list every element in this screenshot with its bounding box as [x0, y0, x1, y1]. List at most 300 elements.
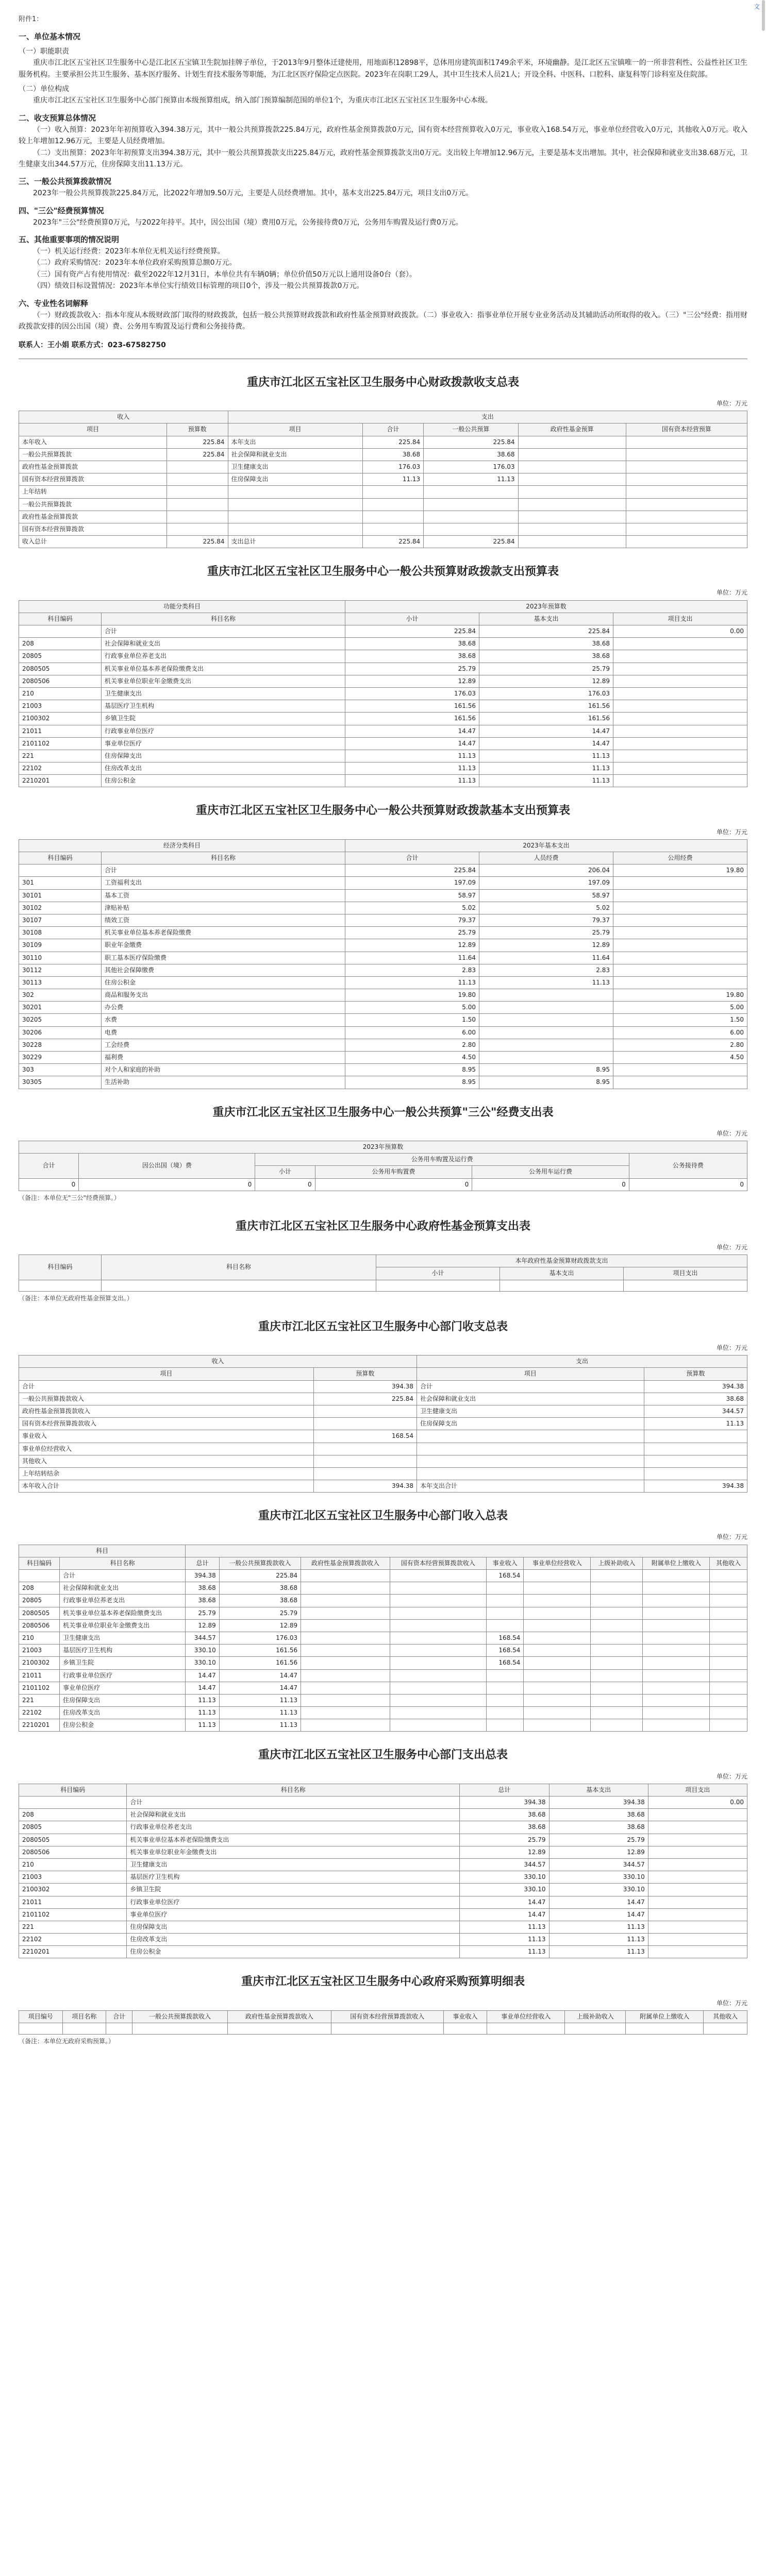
scrollbar[interactable] — [762, 0, 765, 31]
table-cell — [613, 663, 747, 675]
table4-section — [19, 1104, 747, 1203]
table-cell — [591, 1632, 643, 1644]
table-cell: 30112 — [19, 964, 102, 976]
t9-header-row — [19, 2010, 747, 2023]
table-cell — [613, 976, 747, 989]
table-cell: 58.97 — [345, 889, 479, 902]
s1-2: （二）单位构成 — [19, 84, 69, 93]
table-cell: 30201 — [19, 1002, 102, 1014]
table-cell: 2080505 — [19, 1607, 60, 1619]
table-cell — [301, 1682, 390, 1694]
t3-h-econ: 经济分类科目 — [19, 839, 345, 852]
column-header: 科目编码 — [19, 1557, 60, 1569]
table-cell: 水费 — [102, 1014, 345, 1026]
table-cell — [166, 473, 228, 486]
table-cell: 国有资本经营预算拨款 — [19, 473, 167, 486]
table-cell: 394.38 — [313, 1480, 417, 1493]
t2-h-total: 小计 — [345, 613, 479, 625]
table-row — [19, 976, 747, 989]
table-cell: 38.68 — [549, 1821, 648, 1834]
table-cell — [19, 865, 102, 877]
table-cell: 0 — [472, 1178, 629, 1191]
table-cell: 合计 — [19, 1380, 314, 1393]
column-header: 事业收入 — [486, 1557, 524, 1569]
table-cell: 一般公共预算拨款收入 — [19, 1393, 314, 1405]
table-cell: 38.68 — [644, 1393, 747, 1405]
table-cell — [591, 1595, 643, 1607]
table-cell: 合计 — [102, 865, 345, 877]
table-cell: 事业收入 — [19, 1430, 314, 1443]
table-cell: 5.00 — [345, 1002, 479, 1014]
table-row — [19, 1657, 747, 1669]
table-row — [19, 675, 747, 687]
table-cell: 职业年金缴费 — [102, 939, 345, 952]
table-cell: 2210201 — [19, 1946, 127, 1958]
table-cell: 住房公积金 — [102, 976, 345, 989]
table-cell: 其他社会保障缴费 — [102, 964, 345, 976]
table-cell — [591, 1719, 643, 1732]
table-row — [19, 700, 747, 713]
table-cell: 30110 — [19, 952, 102, 964]
table-cell — [626, 536, 747, 548]
table-row — [19, 1455, 747, 1467]
table-cell: 机关事业单位职业年金缴费支出 — [60, 1619, 186, 1632]
table-cell — [710, 1619, 747, 1632]
column-header: 附属单位上缴收入 — [626, 2010, 704, 2023]
table-row — [19, 939, 747, 952]
table-cell: 合计 — [417, 1380, 644, 1393]
column-header: 项目名称 — [62, 2010, 106, 2023]
table-row — [19, 1896, 747, 1908]
table-cell — [710, 1570, 747, 1582]
table-row — [19, 1467, 747, 1480]
table-cell — [313, 1405, 417, 1417]
table-cell: 197.09 — [345, 877, 479, 889]
table-cell — [643, 1570, 710, 1582]
table-row — [19, 473, 747, 486]
table-cell: 161.56 — [219, 1645, 301, 1657]
table-cell — [390, 1657, 486, 1669]
table-cell — [613, 737, 747, 750]
table-row — [19, 1443, 747, 1455]
table-cell: 社会保障和就业支出 — [60, 1582, 186, 1595]
table-row — [19, 1809, 747, 1821]
table-cell — [591, 1657, 643, 1669]
table-cell: 2.80 — [613, 1039, 747, 1051]
table-cell: 58.97 — [479, 889, 613, 902]
table-cell: 14.47 — [479, 725, 613, 737]
table-row — [19, 877, 747, 889]
table-cell — [643, 1595, 710, 1607]
table6-unit: 单位：万元 — [716, 1344, 747, 1352]
table-cell: 其他收入 — [19, 1455, 314, 1467]
table-cell: 8.95 — [345, 1064, 479, 1076]
table-cell — [591, 1645, 643, 1657]
table7-unit: 单位：万元 — [716, 1533, 747, 1541]
table-cell — [643, 1645, 710, 1657]
table-cell: 12.89 — [479, 675, 613, 687]
table-cell: 0 — [629, 1178, 747, 1191]
table-cell: 176.03 — [479, 687, 613, 700]
table-cell: 0 — [315, 1178, 472, 1191]
table-row — [19, 625, 747, 638]
corner-mark: 文 — [753, 3, 760, 10]
table-row — [19, 1595, 747, 1607]
table-cell: 商品和服务支出 — [102, 989, 345, 1002]
table-row — [19, 1178, 747, 1191]
table-cell: 197.09 — [479, 877, 613, 889]
table-cell — [102, 1280, 376, 1291]
table-cell: 30228 — [19, 1039, 102, 1051]
table-cell — [227, 2023, 331, 2035]
table-cell: 行政事业单位医疗 — [102, 725, 345, 737]
table-row — [19, 725, 747, 737]
table-row — [19, 775, 747, 787]
table-cell — [362, 523, 424, 535]
table-cell: 5.02 — [479, 902, 613, 914]
table-cell: 0.00 — [648, 1797, 747, 1809]
t6-h-item2: 项目 — [417, 1368, 644, 1380]
table-cell: 38.68 — [345, 650, 479, 663]
t8-header-row — [19, 1784, 747, 1796]
table-cell: 2100302 — [19, 1884, 127, 1896]
table-cell: 2080505 — [19, 1834, 127, 1846]
table-cell — [228, 511, 362, 523]
table-cell: 国有资本经营预算拨款收入 — [19, 1418, 314, 1430]
table-cell — [613, 687, 747, 700]
table-row — [19, 1570, 747, 1582]
table2-title: 重庆市江北区五宝社区卫生服务中心一般公共预算财政拨款支出预算表 — [207, 565, 559, 579]
table-cell: 225.84 — [424, 536, 518, 548]
table-cell — [362, 511, 424, 523]
table-row — [19, 1418, 747, 1430]
table-cell: 176.03 — [219, 1632, 301, 1644]
t7-h-subject: 科目 — [19, 1545, 186, 1557]
table-cell: 2.83 — [345, 964, 479, 976]
s3-text: 2023年一般公共预算拨款225.84万元，比2022年增加9.50万元，主要是人员经费增加。其中，基本支出225.84万元，项目支出0万元。 — [33, 189, 473, 198]
table-cell — [591, 1694, 643, 1706]
table-row — [19, 1858, 747, 1871]
attachment-label: 附件1： — [19, 15, 43, 23]
table-cell: 225.84 — [313, 1393, 417, 1405]
table-cell — [648, 1921, 747, 1933]
table-cell: 住房保障支出 — [417, 1418, 644, 1430]
column-header: 其他收入 — [704, 2010, 747, 2023]
table-row — [19, 638, 747, 650]
table-cell: 21003 — [19, 700, 102, 713]
table-cell: 30113 — [19, 976, 102, 989]
table-cell — [643, 1632, 710, 1644]
table-cell — [710, 1707, 747, 1719]
table-row — [19, 713, 747, 725]
table-cell — [613, 713, 747, 725]
table-cell: 行政事业单位养老支出 — [127, 1821, 460, 1834]
table-cell: 卫生健康支出 — [102, 687, 345, 700]
table-cell: 事业单位医疗 — [127, 1908, 460, 1921]
table-row — [19, 687, 747, 700]
table-cell — [613, 650, 747, 663]
table-cell: 38.68 — [345, 638, 479, 650]
table-row — [19, 889, 747, 902]
table-cell: 25.79 — [460, 1834, 549, 1846]
table-cell — [644, 1430, 747, 1443]
table-cell — [704, 2023, 747, 2035]
table-cell: 办公费 — [102, 1002, 345, 1014]
table-row — [19, 1946, 747, 1958]
table-cell — [613, 1064, 747, 1076]
table-cell — [648, 1846, 747, 1858]
column-header: 总计 — [186, 1557, 219, 1569]
table-cell: 2101102 — [19, 1908, 127, 1921]
table-cell — [524, 1645, 591, 1657]
table-cell: 161.56 — [345, 700, 479, 713]
table-cell: 161.56 — [345, 713, 479, 725]
table-cell — [613, 775, 747, 787]
t4-h-car-buy: 公务用车购置费 — [315, 1166, 472, 1178]
table-cell: 2101102 — [19, 1682, 60, 1694]
table-row — [19, 448, 747, 461]
column-header: 政府性基金预算拨款收入 — [227, 2010, 331, 2023]
table-cell — [613, 750, 747, 762]
table-cell: 38.68 — [186, 1582, 219, 1595]
table-cell: 2080506 — [19, 1846, 127, 1858]
table8-title: 重庆市江北区五宝社区卫生服务中心部门支出总表 — [258, 1748, 508, 1762]
table-cell: 0 — [19, 1178, 79, 1191]
column-header: 科目名称 — [127, 1784, 460, 1796]
table-cell — [648, 1858, 747, 1871]
table-cell: 卫生健康支出 — [228, 461, 362, 473]
table-cell — [644, 1455, 747, 1467]
table-cell: 38.68 — [460, 1809, 549, 1821]
t7-h-blank — [186, 1545, 747, 1557]
table-cell — [390, 1707, 486, 1719]
table-cell: 0 — [255, 1178, 315, 1191]
table-cell — [524, 1694, 591, 1706]
table-cell — [710, 1682, 747, 1694]
table-cell — [613, 914, 747, 926]
table-cell — [648, 1908, 747, 1921]
table-cell — [613, 700, 747, 713]
t3-h-public: 公用经费 — [613, 852, 747, 865]
table-cell — [524, 1607, 591, 1619]
table-row — [19, 663, 747, 675]
t1-h-item: 项目 — [19, 423, 167, 436]
table-cell — [648, 1821, 747, 1834]
table-cell — [390, 1694, 486, 1706]
table-cell — [524, 1682, 591, 1694]
t6-h-amount: 预算数 — [313, 1368, 417, 1380]
table-cell — [166, 461, 228, 473]
table-cell — [643, 1707, 710, 1719]
table-cell — [486, 1595, 524, 1607]
table-cell — [591, 1619, 643, 1632]
table-cell: 基层医疗卫生机构 — [60, 1645, 186, 1657]
table-cell — [486, 1707, 524, 1719]
table-cell: 11.13 — [644, 1418, 747, 1430]
table-cell: 一般公共预算拨款 — [19, 498, 167, 511]
table-cell — [486, 1669, 524, 1682]
column-header: 上级补助收入 — [565, 2010, 626, 2023]
table-row — [19, 2023, 747, 2035]
table-cell: 161.56 — [479, 700, 613, 713]
table-cell — [390, 1682, 486, 1694]
table-cell: 本年收入合计 — [19, 1480, 314, 1493]
table-cell: 330.10 — [460, 1884, 549, 1896]
table-cell: 14.47 — [345, 737, 479, 750]
table-cell: 176.03 — [362, 461, 424, 473]
table-cell — [166, 498, 228, 511]
table-cell: 住房公积金 — [127, 1946, 460, 1958]
table-cell — [166, 486, 228, 498]
table-cell: 30101 — [19, 889, 102, 902]
table-cell: 161.56 — [219, 1657, 301, 1669]
table-cell — [390, 1570, 486, 1582]
table3-title: 重庆市江北区五宝社区卫生服务中心一般公共预算财政拨款基本支出预算表 — [195, 804, 570, 818]
t3-body — [19, 865, 747, 1089]
s1-2-text: 重庆市江北区五宝社区卫生服务中心部门预算由本级预算组成，纳入部门预算编制范围的单位1个，为重庆市江北区五宝社区卫生服务中心本级。 — [33, 96, 492, 105]
table-cell — [626, 486, 747, 498]
table-cell — [518, 511, 626, 523]
s5-4: （四）绩效目标设置情况：2023年本单位实行绩效目标管理的项目0个，涉及一般公共预算拨款0万元。 — [33, 282, 364, 291]
table-cell: 176.03 — [424, 461, 518, 473]
table-cell: 330.10 — [186, 1645, 219, 1657]
table-cell — [591, 1682, 643, 1694]
table-cell — [710, 1669, 747, 1682]
table-cell: 21011 — [19, 725, 102, 737]
table-cell — [424, 498, 518, 511]
table-cell — [301, 1582, 390, 1595]
table-cell — [301, 1657, 390, 1669]
table-cell — [524, 1582, 591, 1595]
table-row — [19, 1821, 747, 1834]
table-cell: 8.95 — [479, 1064, 613, 1076]
table-cell: 社会保障和就业支出 — [127, 1809, 460, 1821]
table-cell — [390, 1645, 486, 1657]
column-header: 合计 — [106, 2010, 132, 2023]
table-cell: 11.13 — [219, 1707, 301, 1719]
table-row — [19, 1682, 747, 1694]
column-header: 事业单位经营收入 — [524, 1557, 591, 1569]
table-cell: 2.80 — [345, 1039, 479, 1051]
table-cell: 上年结转结余 — [19, 1467, 314, 1480]
table-cell: 12.89 — [479, 939, 613, 952]
table-row — [19, 1002, 747, 1014]
table-cell — [301, 1570, 390, 1582]
table-cell: 394.38 — [644, 1480, 747, 1493]
table-cell — [613, 889, 747, 902]
table-cell: 住房公积金 — [102, 775, 345, 787]
table-cell — [613, 638, 747, 650]
table-cell — [301, 1632, 390, 1644]
table-cell: 225.84 — [219, 1570, 301, 1582]
table-cell: 38.68 — [549, 1809, 648, 1821]
table-cell — [613, 964, 747, 976]
table-cell: 79.37 — [479, 914, 613, 926]
table-cell — [518, 498, 626, 511]
table-cell: 卫生健康支出 — [60, 1632, 186, 1644]
table-cell: 2210201 — [19, 775, 102, 787]
table-cell: 福利费 — [102, 1052, 345, 1064]
table-cell: 208 — [19, 1809, 127, 1821]
table-cell: 职工基本医疗保险缴费 — [102, 952, 345, 964]
table-cell: 6.00 — [613, 1026, 747, 1039]
table-cell: 25.79 — [345, 663, 479, 675]
table-cell: 收入总计 — [19, 536, 167, 548]
column-header: 一般公共预算拨款收入 — [219, 1557, 301, 1569]
s1-title: 一、单位基本情况 — [19, 31, 81, 41]
column-header: 项目编号 — [19, 2010, 63, 2023]
s1-1-text: 重庆市江北区五宝社区卫生服务中心是江北区五宝镇卫生院加挂牌子单位，于2013年9月整体迁建使用，用地面积12898平，总体用房建筑面积1749余平米，环境幽静。是江北区五宝镇唯一的一所非营利性、公益性社区卫生服务机构。主要承担公共卫生服务、基本医疗服务、计划生育技术服务等职能，为江北区医疗保险定点医院。2023年在岗职工29人，其中卫生技术人员21人；开设全科、中医科、口腔科、康复科等门诊科室及住院部。 — [19, 59, 747, 79]
table-cell — [166, 523, 228, 535]
table-cell — [613, 902, 747, 914]
table-row — [19, 1430, 747, 1443]
table-cell — [19, 2023, 63, 2035]
table-cell: 25.79 — [345, 927, 479, 939]
table-cell — [486, 1719, 524, 1732]
table1-section — [19, 374, 747, 548]
table-cell: 19.80 — [613, 989, 747, 1002]
table-cell — [479, 1039, 613, 1051]
table-cell: 394.38 — [186, 1570, 219, 1582]
table-cell — [524, 1619, 591, 1632]
s5-3: （三）国有资产占有使用情况：截至2022年12月31日，本单位共有车辆0辆；单位价值50万元以上通用设备0台（套）。 — [33, 270, 417, 279]
column-header: 科目名称 — [60, 1557, 186, 1569]
table-cell: 206.04 — [479, 865, 613, 877]
s1-1: （一）职能职责 — [19, 47, 69, 56]
table-cell: 政府性基金预算拨款收入 — [19, 1405, 314, 1417]
table-cell — [390, 1632, 486, 1644]
table1-unit: 单位：万元 — [716, 400, 747, 408]
table-cell — [417, 1430, 644, 1443]
table-cell: 2100302 — [19, 713, 102, 725]
table-cell: 25.79 — [549, 1834, 648, 1846]
table-cell: 11.13 — [186, 1707, 219, 1719]
t8-body — [19, 1797, 747, 1958]
t1-h-fund: 政府性基金预算 — [518, 423, 626, 436]
t3-h-budget: 2023年基本支出 — [345, 839, 747, 852]
table-cell — [487, 2023, 565, 2035]
table-cell: 机关事业单位基本养老保险缴费支出 — [127, 1834, 460, 1846]
table-cell — [486, 1682, 524, 1694]
table-cell: 11.13 — [479, 976, 613, 989]
table-row — [19, 902, 747, 914]
table-cell: 21003 — [19, 1645, 60, 1657]
table-row — [19, 650, 747, 663]
table5 — [19, 1255, 747, 1291]
table-cell: 卫生健康支出 — [127, 1858, 460, 1871]
table-cell: 25.79 — [219, 1607, 301, 1619]
table2 — [19, 600, 747, 788]
table-cell — [424, 486, 518, 498]
table-row — [19, 1645, 747, 1657]
table-cell: 机关事业单位基本养老保险缴费支出 — [60, 1607, 186, 1619]
table-cell: 机关事业单位基本养老保险缴费 — [102, 927, 345, 939]
column-header: 附属单位上缴收入 — [643, 1557, 710, 1569]
table-row — [19, 750, 747, 762]
table-row — [19, 436, 747, 448]
table-cell: 住房改革支出 — [127, 1934, 460, 1946]
table-cell: 机关事业单位职业年金缴费支出 — [102, 675, 345, 687]
table-cell: 对个人和家庭的补助 — [102, 1064, 345, 1076]
table-cell: 161.56 — [479, 713, 613, 725]
table-cell: 12.89 — [549, 1846, 648, 1858]
table2-section — [19, 563, 747, 787]
s2-2: （二）支出预算：2023年年初预算支出394.38万元，其中一般公共预算拨款支出225.84万元，政府性基金预算拨款支出0万元。支出较上年增加12.96万元，主要是基本支出增加。其中，社会保障和就业支出38.68万元，卫生健康支出344.57万元，住房保障支出11.13万元。 — [19, 148, 747, 168]
table-cell — [313, 1467, 417, 1480]
table-cell: 0 — [79, 1178, 255, 1191]
t4-h-car-run: 公务用车运行费 — [472, 1166, 629, 1178]
table-cell: 机关事业单位基本养老保险缴费支出 — [102, 663, 345, 675]
